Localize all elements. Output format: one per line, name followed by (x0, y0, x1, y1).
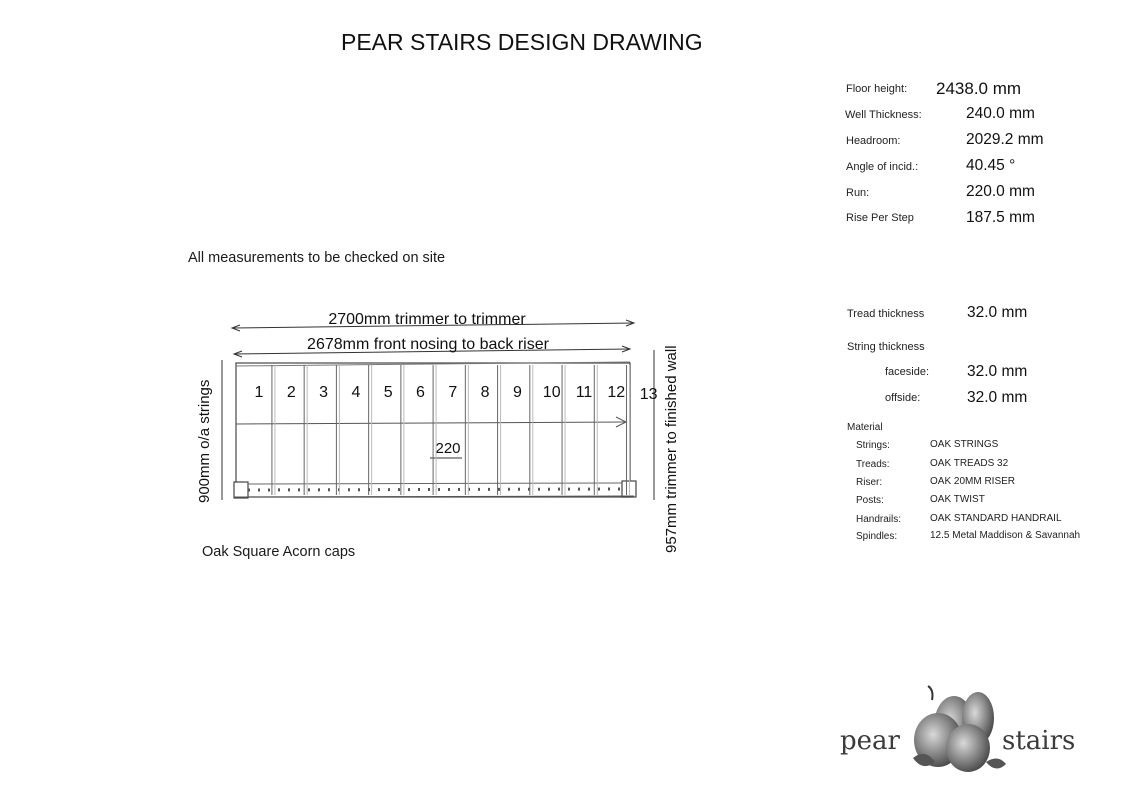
pear-stairs-logo (838, 678, 1088, 778)
offside-label: offside: (885, 392, 921, 404)
dim-left-label: 900mm o/a strings (196, 379, 213, 503)
pear-front-right (946, 724, 990, 772)
angle-label: Angle of incid.: (846, 161, 919, 173)
wall-thickness-value: 240.0 mm (966, 105, 1035, 122)
tread-thickness-value: 32.0 mm (967, 304, 1028, 321)
faceside-label: faceside: (885, 366, 930, 378)
drawing-title: PEAR STAIRS DESIGN DRAWING (341, 29, 703, 55)
material-posts-value: OAK TWIST (930, 494, 985, 505)
offside-value: 32.0 mm (967, 389, 1028, 406)
step-number: 1 (254, 384, 264, 401)
going-label: 220 (435, 440, 461, 457)
material-spindles-value: 12.5 Metal Maddison & Savannah (930, 530, 1081, 541)
step-number: 4 (351, 384, 361, 401)
material-heading: Material (847, 422, 883, 433)
pear-leaf-right (986, 758, 1006, 768)
material-strings-value: OAK STRINGS (930, 439, 999, 450)
run-label: Run: (846, 187, 870, 199)
step-number: 7 (448, 384, 458, 401)
material-handrails-label: Handrails: (856, 514, 902, 525)
logo-word-left: pear (840, 726, 900, 756)
material-posts-label: Posts: (856, 495, 884, 506)
step-number: 10 (542, 384, 561, 401)
floor-height-value: 2438.0 mm (936, 79, 1022, 98)
material-treads-label: Treads: (856, 459, 890, 470)
dim-nosing-label: 2678mm front nosing to back riser (307, 336, 549, 353)
headroom-label: Headroom: (846, 135, 901, 147)
rise-per-step-value: 187.5 mm (966, 209, 1035, 226)
material-riser-label: Riser: (856, 477, 883, 488)
step-number: 9 (512, 384, 522, 401)
material-handrails-value: OAK STANDARD HANDRAIL (930, 513, 1062, 524)
tread-thickness-label: Tread thickness (847, 308, 925, 320)
step-number: 12 (607, 384, 626, 401)
logo-word-right: stairs (1002, 726, 1076, 756)
step-number: 8 (480, 384, 490, 401)
step-number: 5 (383, 384, 393, 401)
tread-group (255, 365, 658, 495)
site-check-note: All measurements to be checked on site (188, 250, 446, 266)
step-number: 11 (575, 384, 593, 401)
newel-post-top (622, 481, 636, 497)
dim-trimmer-label: 2700mm trimmer to trimmer (328, 311, 526, 328)
angle-value: 40.45 ° (966, 157, 1016, 174)
walkline (236, 422, 626, 424)
headroom-value: 2029.2 mm (966, 131, 1044, 148)
step-number: 13 (639, 386, 658, 403)
pear-stem (928, 686, 933, 700)
string-thickness-label: String thickness (847, 341, 925, 353)
faceside-value: 32.0 mm (967, 363, 1028, 380)
run-value: 220.0 mm (966, 183, 1035, 200)
wall-thickness-label: Well Thickness: (845, 109, 922, 121)
pear-icon (838, 678, 1088, 778)
step-number: 6 (416, 384, 425, 401)
material-spindles-label: Spindles: (856, 531, 898, 542)
dim-right-label: 957mm trimmer to finished wall (663, 345, 680, 553)
step-number: 3 (319, 384, 329, 401)
material-riser-value: OAK 20MM RISER (930, 476, 1016, 487)
material-strings-label: Strings: (856, 440, 890, 451)
caps-note: Oak Square Acorn caps (202, 544, 356, 560)
rise-per-step-label: Rise Per Step (846, 212, 914, 224)
step-number: 2 (286, 384, 296, 401)
newel-post-bottom (234, 482, 248, 498)
material-treads-value: OAK TREADS 32 (930, 458, 1009, 469)
floor-height-label: Floor height: (846, 83, 908, 95)
